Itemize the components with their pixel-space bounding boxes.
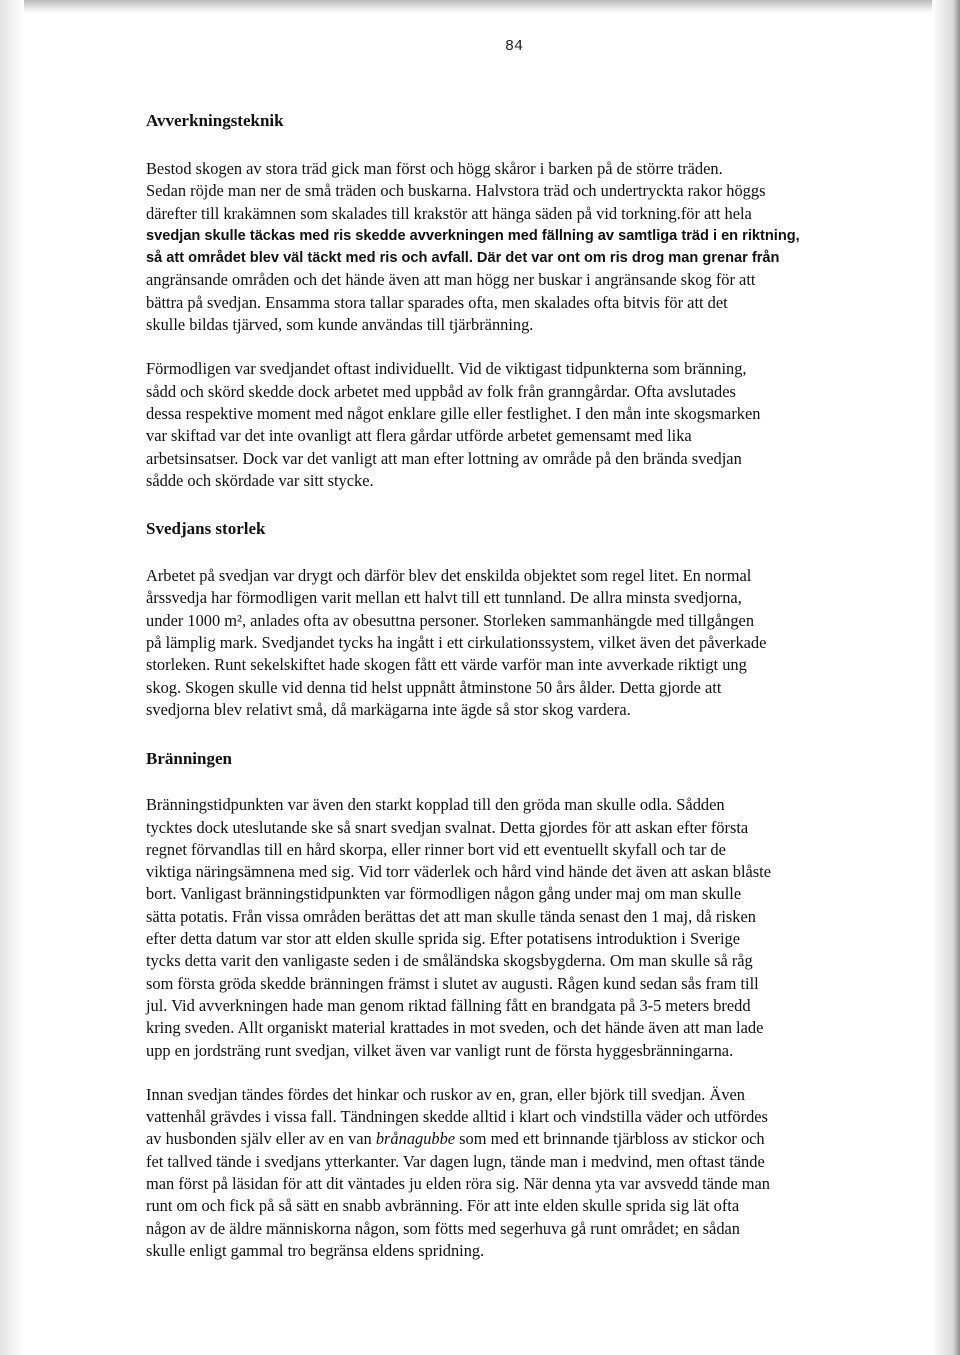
page-number: 84 [505,38,524,55]
text-line: sätta potatis. Från vissa områden berättas det att man skulle tända senast den 1 maj, då risken [146,906,756,926]
heading-svedjans-storlek: Svedjans storlek [146,519,266,539]
text-line: så att området blev väl täckt med ris och avfall. Där det var ont om ris drog man grenar från [146,250,780,267]
text-line: Bränningstidpunkten var även den starkt kopplad till den gröda man skulle odla. Sådden [146,795,725,815]
paragraph [146,565,876,721]
text-line: Förmodligen var svedjandet oftast individuellt. Vid de viktigast tidpunkterna som bränning, [146,359,747,379]
text-line: skulle bildas tjärved, som kunde användas till tjärbränning. [146,315,534,335]
text-line: storleken. Runt sekelskiftet hade skogen fått ett värde varför man inte avverkade riktigt ung [146,655,747,675]
text-line: runt om och fick på så sätt en snabb avbränning. För att inte elden skulle sprida sig lät ofta [146,1196,740,1216]
text-line: kring sveden. Allt organiskt material krattades in mot sveden, och det hände även att man lade [146,1018,764,1038]
text-line: var skiftad var det inte ovanligt att flera gårdar utförde arbetet gemensamt med lika [146,426,692,446]
heading-branningen: Bränningen [146,749,232,769]
text-line: Innan svedjan tändes fördes det hinkar och ruskor av en, gran, eller björk till svedjan. Även [146,1084,745,1104]
text-line: på lämplig mark. Svedjandet tycks ha ingått i ett cirkulationssystem, vilket även det påverkade [146,633,767,653]
text-line: därefter till krakämnen som skalades till krakstör att hänga säden på vid torkning.för att hela [146,203,752,223]
text-line: årssvedja har förmodligen varit mellan ett halvt till ett tunnland. De allra minsta svedjorna, [146,588,742,608]
text-line: tycktes dock uteslutande ske så snart svedjan svalnat. Detta gjordes för att askan efter första [146,817,749,837]
text-line: upp en jordsträng runt svedjan, vilket även var vanligt runt de första hyggesbränningarna. [146,1040,734,1060]
text-line: jul. Vid avverkningen hade man genom riktad fällning fått en brandgata på 3-5 meters bredd [146,995,751,1015]
text-line: sådde och skördade var sitt stycke. [146,470,374,490]
paragraph [146,158,876,336]
paragraph [146,794,876,1062]
text-line: arbetsinsatser. Dock var det vanligt att man efter lottning av område på den brända svedjan [146,448,742,468]
paragraph [146,358,876,492]
text-line: svedjorna blev relativt små, då markägarna inte ägde så stor skog vardera. [146,699,631,719]
heading-avverkningsteknik: Avverkningsteknik [146,111,284,130]
text-line: skog. Skogen skulle vid denna tid helst uppnått åtminstone 50 års ålder. Detta gjorde att [146,677,722,697]
text-line: av husbonden själv eller av en van brånagubbe som med ett brinnande tjärbloss av stickor och [146,1129,765,1149]
scan-shadow-top [0,0,960,14]
text-line: svedjan skulle täckas med ris skedde avverkningen med fällning av samtliga träd i en riktning, [146,227,800,244]
text-line: viktiga näringsämnena med sig. Vid torr väderlek och hård vind hände det även att askan blåste [146,862,772,882]
text-line: angränsande områden och det hände även att man högg ner buskar i angränsande skog för att [146,270,756,290]
text-line: bättra på svedjan. Ensamma stora tallar sparades ofta, men skalades ofta bitvis för att det [146,292,728,312]
text-line: Arbetet på svedjan var drygt och därför blev det enskilda objektet som regel litet. En normal [146,566,752,586]
text-line: sådd och skörd skedde dock arbetet med uppbåd av folk från granngårdar. Ofta avslutades [146,381,736,401]
text-line: fet tallved tände i svedjans ytterkanter. Var dagen lugn, tände man i medvind, men oftast tände [146,1151,765,1171]
text-line: regnet förvandlas till en hård skorpa, eller rinner bort vid ett eventuellt skyfall och tar de [146,839,726,859]
italic-term: brånagubbe [375,1129,456,1149]
scan-shadow-right [932,0,960,1355]
text-line: som första gröda skedde bränningen främst i slutet av augusti. Rågen kund sedan sås fram till [146,973,759,993]
paragraph [146,1084,876,1262]
text-line: skulle enligt gammal tro begränsa eldens spridning. [146,1240,485,1260]
text-line: bort. Vanligast bränningstidpunkten var förmodligen någon gång under maj om man skulle [146,884,742,904]
text-line: vattenhål grävdes i vissa fall. Tändningen skedde alltid i klart och vindstilla väder och utfördes [146,1107,768,1127]
text-line: Bestod skogen av stora träd gick man först och högg skåror i barken på de större träden. [146,159,723,178]
scan-shadow-left [0,0,24,1355]
text-line: någon av de äldre människorna någon, som fötts med segerhuva gå runt området; en sådan [146,1218,740,1238]
text-line: tycks detta varit den vanligaste seden i de småländska skogsbygderna. Om man skulle så råg [146,951,753,971]
text-line: Sedan röjde man ner de små träden och buskarna. Halvstora träd och undertryckta rakor höggs [146,181,766,201]
text-line: efter detta datum var stor att elden skulle sprida sig. Efter potatisens introduktion i Sverige [146,929,741,949]
document-body [146,108,876,1262]
text-line: dessa respektive moment med något enklare gille eller festlighet. I den mån inte skogsmarken [146,403,761,423]
text-line: under 1000 m², anlades ofta av obesuttna personer. Storleken sammanhängde med tillgången [146,610,755,630]
text-line: man först på läsidan för att dit väntades ju elden röra sig. När denna yta var avsvedd tände man [146,1173,770,1193]
